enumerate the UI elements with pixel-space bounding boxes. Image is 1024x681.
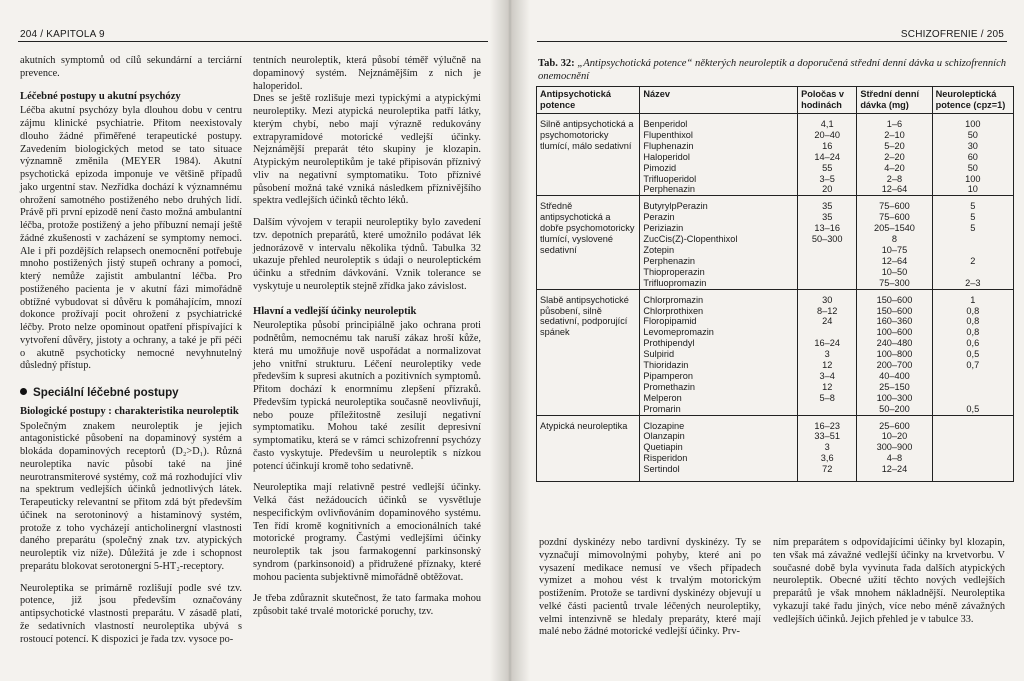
half-life-cell: 12 — [798, 360, 857, 371]
drug-name-cell: Pipamperon — [640, 371, 798, 382]
potency-value-cell — [932, 464, 1013, 481]
half-life-cell: 16 — [798, 141, 857, 152]
table-caption — [538, 57, 1013, 83]
daily-dose-cell: 5–20 — [857, 141, 932, 152]
potency-cell: Středně antipsychotická a dobře psychomotoricky tlumící, vyslovené sedativní — [537, 196, 640, 289]
daily-dose-cell: 4–20 — [857, 163, 932, 174]
drug-name-cell: Trifluoperidol — [640, 174, 798, 185]
half-life-cell: 30 — [798, 289, 857, 305]
table-row — [537, 114, 1014, 130]
daily-dose-cell: 50–200 — [857, 404, 932, 415]
drug-name-cell: Chlorprothixen — [640, 306, 798, 317]
daily-dose-cell: 12–64 — [857, 256, 932, 267]
half-life-cell: 24 — [798, 316, 857, 327]
spacer — [20, 574, 242, 583]
daily-dose-cell: 10–20 — [857, 431, 932, 442]
daily-dose-cell: 100–800 — [857, 349, 932, 360]
potency-value-cell — [932, 393, 1013, 404]
right-running-header: SCHIZOFRENIE / 205 — [900, 29, 1004, 40]
potency-value-cell: 50 — [932, 163, 1013, 174]
half-life-cell: 35 — [798, 196, 857, 212]
paragraph: Léčba akutní psychózy byla dlouhou dobu v centru zájmu klinické psychiatrie. Přitom neexistovaly dlouho žádné přiměřené terapeutické postupy. Zavedením biologických metod se tato situace významně změnila (MEYER 1984). Akutní psychotická epizoda imponuje ve většině případů jako urgentní stav. Nezřídka dochází k významnému ohrožení samotného postiženého nebo druhých lidí. Právě při první epizodě není často možná ambulantní léčba, protože postižený a jeho příbuzní nemají ještě žádné zkušenosti v zacházení se symptomy nemoci. Ale i při pozdějších relapsech onemocnění potřebuje mnoho postižených jistý stupeň ochrany a pomoci, který nemůže zajistit ambulantní léčba. Pro postiženého pacienta je v akutní fázi mimořádně obtížné vybudovat si důvěru k pomáhajícím, mnozí dokonce prožívají pocit ohrožení z psychiatrické léčby. Proto nelze opominout opatření přispívající k vytvoření důvěry, jistoty a ochrany, a také je při péči o akutně psychoticky nemocné nevyhnutelný důsledný přístup. — [20, 105, 242, 372]
half-life-cell — [798, 278, 857, 289]
table-row — [537, 415, 1014, 431]
drug-name-cell: ZucCis(Z)-Clopenthixol — [640, 234, 798, 245]
daily-dose-cell: 75–300 — [857, 278, 932, 289]
drug-name-cell: Fluphenazin — [640, 141, 798, 152]
right-page — [519, 0, 1024, 681]
half-life-cell — [798, 404, 857, 415]
potency-value-cell: 5 — [932, 196, 1013, 212]
potency-value-cell — [932, 442, 1013, 453]
daily-dose-cell: 75–600 — [857, 212, 932, 223]
paragraph: pozdní dyskinézy nebo tardivní dyskinézy. Ty se vyznačují mimovolnými pohyby, které ani po vysazení medikace nemusí ve všech případech vymizet a mohou vést k trvalým motorickým postižením. Protože se tardivní dyskinézy objevují u velké části pacientů trvale léčených neuroleptiky, velmi intenzivně se hledaly preparáty, které mají malé nebo žádné motorické vedlejší účinky. Prv- — [539, 537, 761, 638]
daily-dose-cell: 25–150 — [857, 382, 932, 393]
half-life-cell: 50–300 — [798, 234, 857, 245]
table-row — [537, 289, 1014, 305]
section-heading-effects: Hlavní a vedlejší účinky neuroleptik — [253, 305, 417, 317]
drug-name-cell: Benperidol — [640, 114, 798, 130]
paragraph: Neuroleptika mají relativně pestré vedlejší účinky. Velká část nežádoucích účinků se vysvětluje nespecifickým ovlivňováním dopaminového systému. Ten řídí kromě kognitivních a emocionálních také motorické programy. Častými vedlejšími účinky neuroleptik tak jsou farmakogenní parkinsonský syndrom (parkinsonoid) a přidružené příznaky, které mohou pacienta subjektivně mimořádně obtěžovat. — [253, 482, 481, 583]
daily-dose-cell: 150–600 — [857, 289, 932, 305]
table-caption-label: Tab. 32: — [538, 58, 575, 69]
drug-name-cell: Quetiapin — [640, 442, 798, 453]
drug-name-cell: Promethazin — [640, 382, 798, 393]
potency-value-cell: 5 — [932, 223, 1013, 234]
half-life-cell: 55 — [798, 163, 857, 174]
drug-name-cell: Promarin — [640, 404, 798, 415]
table-caption-text: „Antipsychotická potence“ některých neuroleptik a doporučená střední denní dávka u schizofrenních onemocnění — [538, 58, 1007, 82]
drug-name-cell: Thioproperazin — [640, 267, 798, 278]
right-column-1 — [539, 537, 761, 639]
drug-name-cell: Sertindol — [640, 464, 798, 481]
potency-value-cell — [932, 267, 1013, 278]
potency-value-cell — [932, 245, 1013, 256]
potency-value-cell: 60 — [932, 152, 1013, 163]
potency-value-cell: 0,8 — [932, 327, 1013, 338]
daily-dose-cell: 2–20 — [857, 152, 932, 163]
half-life-cell: 3–5 — [798, 174, 857, 185]
half-life-cell: 14–24 — [798, 152, 857, 163]
left-column-2 — [253, 55, 481, 619]
potency-value-cell: 30 — [932, 141, 1013, 152]
half-life-cell: 16–24 — [798, 338, 857, 349]
half-life-cell: 3–4 — [798, 371, 857, 382]
half-life-cell: 72 — [798, 464, 857, 481]
drug-name-cell: Floropipamid — [640, 316, 798, 327]
spacer — [253, 208, 481, 217]
drug-name-cell: Haloperidol — [640, 152, 798, 163]
drug-name-cell: Perphenazin — [640, 256, 798, 267]
paragraph: Je třeba zdůraznit skutečnost, že tato farmaka mohou způsobit také trvalé motorické poruchy, tzv. — [253, 593, 481, 617]
daily-dose-cell: 240–480 — [857, 338, 932, 349]
daily-dose-cell: 10–50 — [857, 267, 932, 278]
potency-value-cell: 100 — [932, 174, 1013, 185]
paragraph: Společným znakem neuroleptik je jejich antagonistické působení na dopaminový systém a blokáda dopaminových receptorů (D₂>D₁). Různá neuroleptika navíc působí také na jiné neurotransmiterové systémy, což má rozhodující vliv na spektrum vedlejších účinků jednotlivých látek. Terapeuticky relevantní se přitom zdá být především účinek na serotoninový a histaminový systém, protože z toho vycházejí anticholinergní vlastnosti daného preparátu (společný znak tzv. atypických neuroleptik viz níže). Důležitá je zde i schopnost preparátu blokovat serotonergní 5-HT₂-receptory. — [20, 420, 242, 572]
right-header-rule — [537, 41, 1007, 42]
half-life-cell: 3 — [798, 349, 857, 360]
left-column-1 — [20, 55, 242, 646]
table-header-cell: Název — [640, 87, 798, 114]
daily-dose-cell: 300–900 — [857, 442, 932, 453]
potency-value-cell: 0,5 — [932, 349, 1013, 360]
drug-name-cell: ButyrylpPerazin — [640, 196, 798, 212]
drug-name-cell: Clozapine — [640, 415, 798, 431]
drug-name-cell: Chlorpromazin — [640, 289, 798, 305]
half-life-cell: 20–40 — [798, 130, 857, 141]
spacer — [253, 584, 481, 593]
daily-dose-cell: 8 — [857, 234, 932, 245]
drug-name-cell: Melperon — [640, 393, 798, 404]
half-life-cell: 20 — [798, 184, 857, 195]
potency-value-cell: 50 — [932, 130, 1013, 141]
half-life-cell: 35 — [798, 212, 857, 223]
drug-name-cell: Levomepromazin — [640, 327, 798, 338]
spacer — [253, 473, 481, 482]
potency-value-cell: 0,7 — [932, 360, 1013, 371]
table-header-cell: Střední denní dávka (mg) — [857, 87, 932, 114]
potency-cell: Slabě antipsychotické působení, silně sedativní, podporující spánek — [537, 289, 640, 415]
potency-value-cell: 0,5 — [932, 404, 1013, 415]
daily-dose-cell: 160–360 — [857, 316, 932, 327]
paragraph: Neuroleptika působí principiálně jako ochrana proti podnětům, nemocnému tak naruší zákaz hroší kůže, která mu umožňuje nově uspořádat a normalizovat jeho vnitřní strukturu. Léčení neuroleptiky vede především k supresi akutních a pozitivních symptomů. Přitom dochází k enormnímu zlepšení přízraků. Především typická neuroleptika současně neovlivňují, nebo pouze příležitostně zesilují negativní symptomatiku. Mohou také zesílit depresivní symptomatiku, která se v rámci schizofrenní psychózy často vyskytuje. Především u neuroleptik s nízkou potencí účinkují kromě toho sedativně. — [253, 320, 481, 472]
half-life-cell: 33–51 — [798, 431, 857, 442]
potency-value-cell: 100 — [932, 114, 1013, 130]
potency-value-cell — [932, 431, 1013, 442]
neuroleptics-table — [536, 86, 1014, 482]
paragraph: tentních neuroleptik, která působí téměř výlučně na dopaminový systém. Nejznámějším z nich je haloperidol. — [253, 55, 481, 92]
potency-value-cell — [932, 234, 1013, 245]
daily-dose-cell: 100–600 — [857, 327, 932, 338]
right-column-2 — [773, 537, 1005, 626]
potency-value-cell — [932, 453, 1013, 464]
drug-name-cell: Periziazin — [640, 223, 798, 234]
half-life-cell: 13–16 — [798, 223, 857, 234]
table-header-row — [537, 87, 1014, 114]
potency-value-cell — [932, 371, 1013, 382]
half-life-cell — [798, 327, 857, 338]
daily-dose-cell: 10–75 — [857, 245, 932, 256]
daily-dose-cell: 40–400 — [857, 371, 932, 382]
drug-name-cell: Olanzapin — [640, 431, 798, 442]
daily-dose-cell: 2–8 — [857, 174, 932, 185]
paragraph: akutních symptomů od cílů sekundární a terciární prevence. — [20, 55, 242, 79]
section-heading-biological: Biologické postupy : charakteristika neuroleptik — [20, 405, 239, 417]
drug-name-cell: Prothipendyl — [640, 338, 798, 349]
potency-value-cell: 0,6 — [932, 338, 1013, 349]
left-running-header: 204 / KAPITOLA 9 — [20, 29, 105, 40]
daily-dose-cell: 12–64 — [857, 184, 932, 195]
paragraph: Dalším vývojem v terapii neuroleptiky bylo zavedení tzv. depotních preparátů, které umožnilo podávat lék jednorázově v intervalu několika týdnů. Tabulka 32 ukazuje přehled neuroleptik s údaji o neuroleptickém účinku a středním dávkování. Vznik tolerance se vyskytuje u neuroleptik stejně zřídka jako závislost. — [253, 217, 481, 292]
half-life-cell: 16–23 — [798, 415, 857, 431]
potency-value-cell — [932, 415, 1013, 431]
half-life-cell: 3 — [798, 442, 857, 453]
daily-dose-cell: 150–600 — [857, 306, 932, 317]
bullet-icon — [20, 388, 27, 395]
drug-name-cell: Flupenthixol — [640, 130, 798, 141]
table-header-cell: Poločas v hodinách — [798, 87, 857, 114]
half-life-cell — [798, 245, 857, 256]
paragraph: ním preparátem s odpovídajícími účinky byl klozapin, ten však má závažné vedlejší účinky na krvetvorbu. V současné době byla vyvinuta řada dalších atypických neuroleptik. Obecné užití těchto nových vedlejších preparátů je však mnohem nákladnější. Neuroleptika vykazují také řadu jiných, více nebo méně závažných vedlejších účinků. Jejich přehled je v tabulce 33. — [773, 537, 1005, 625]
drug-name-cell: Sulpirid — [640, 349, 798, 360]
daily-dose-cell: 1–6 — [857, 114, 932, 130]
potency-value-cell: 2–3 — [932, 278, 1013, 289]
drug-name-cell: Perazin — [640, 212, 798, 223]
half-life-cell: 12 — [798, 382, 857, 393]
paragraph: Dnes se ještě rozlišuje mezi typickými a atypickými neuroleptiky. Mezi atypická neuroleptika patří látky, kterým chybí, nebo mají výrazně redukovány extrapyramidové motorické vedlejší účinky. Nejznámější preparát této skupiny je klozapin. Atypickým neuroleptikům je také připisován příznivý vliv na negativní symptomatiku. Toto příznivé působení možná také vzniká následkem příznivějšího spektra vedlejších účinků těchto léků. — [253, 93, 481, 207]
section-heading-acute: Léčebné postupy u akutní psychózy — [20, 90, 181, 102]
daily-dose-cell: 200–700 — [857, 360, 932, 371]
half-life-cell: 4,1 — [798, 114, 857, 130]
half-life-cell — [798, 256, 857, 267]
table-header-cell: Neuroleptická potence (cpz=1) — [932, 87, 1013, 114]
drug-name-cell: Zotepin — [640, 245, 798, 256]
potency-cell: Atypická neuroleptika — [537, 415, 640, 482]
daily-dose-cell: 75–600 — [857, 196, 932, 212]
left-header-rule — [18, 41, 488, 42]
drug-name-cell: Perphenazin — [640, 184, 798, 195]
potency-value-cell: 2 — [932, 256, 1013, 267]
daily-dose-cell: 100–300 — [857, 393, 932, 404]
drug-name-cell: Pimozid — [640, 163, 798, 174]
potency-value-cell: 0,8 — [932, 306, 1013, 317]
potency-value-cell: 10 — [932, 184, 1013, 195]
table-body — [537, 114, 1014, 482]
potency-value-cell: 0,8 — [932, 316, 1013, 327]
daily-dose-cell: 205–1540 — [857, 223, 932, 234]
drug-name-cell: Risperidon — [640, 453, 798, 464]
potency-cell: Silně antipsychotická a psychomotoricky tlumící, málo sedativní — [537, 114, 640, 196]
drug-name-cell: Trifluopromazin — [640, 278, 798, 289]
potency-value-cell: 5 — [932, 212, 1013, 223]
half-life-cell: 8–12 — [798, 306, 857, 317]
potency-value-cell: 1 — [932, 289, 1013, 305]
table-header-cell: Antipsychotická potence — [537, 87, 640, 114]
paragraph: Neuroleptika se primárně rozlišují podle své tzv. potence, již jsou především označovány antipsychotické vlastnosti preparátu. V zásadě platí, že sedativních vlastností neuroleptika ubývá s rostoucí potencí. K dispozici je řada tzv. vysoce po- — [20, 582, 242, 645]
daily-dose-cell: 4–8 — [857, 453, 932, 464]
half-life-cell: 5–8 — [798, 393, 857, 404]
section-heading-special — [20, 387, 242, 400]
half-life-cell: 3,6 — [798, 453, 857, 464]
daily-dose-cell: 25–600 — [857, 415, 932, 431]
daily-dose-cell: 2–10 — [857, 130, 932, 141]
table-row — [537, 196, 1014, 212]
left-page — [0, 0, 505, 681]
section-heading-special-text: Speciální léčebné postupy — [33, 386, 179, 399]
half-life-cell — [798, 267, 857, 278]
daily-dose-cell: 12–24 — [857, 464, 932, 481]
potency-value-cell — [932, 382, 1013, 393]
drug-name-cell: Thioridazin — [640, 360, 798, 371]
